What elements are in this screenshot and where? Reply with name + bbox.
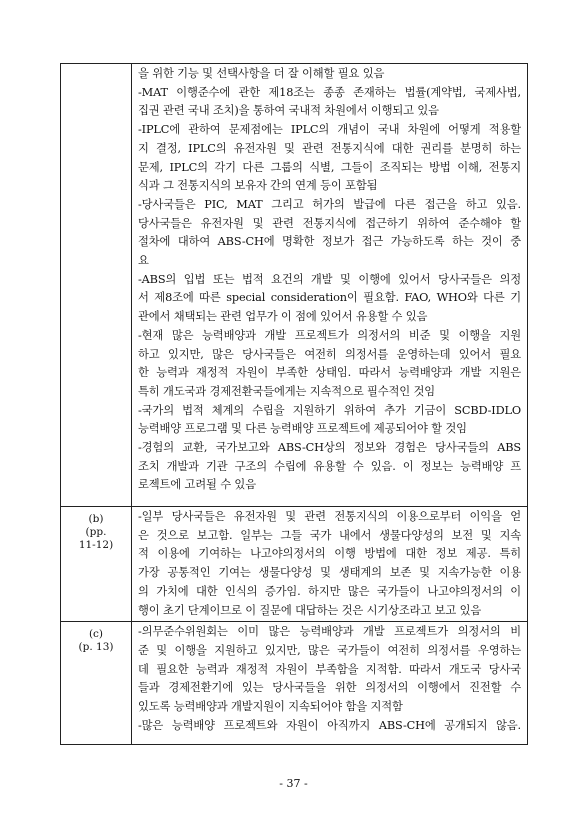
row-label-line: (pp.	[85, 526, 107, 538]
text-line: 특히 개도국과 경제전환국들에게는 지속적으로 필수적인 것임	[138, 384, 436, 398]
text-line: -많은 능력배양 프로젝트와 자원이 아직까지 ABS-CH에 공개되지 않음.	[138, 718, 521, 732]
text-line: 들과 경제전환기에 있는 당사국들을 위한 의정서의 이행에서 진전할 수	[138, 681, 521, 695]
row-content-cell	[132, 507, 528, 622]
text-line: 관에서 채택되는 관련 업무가 이 점에 있어서 유용할 수 있음	[138, 310, 428, 324]
row-label-line: (b)	[88, 513, 104, 525]
text-line: -ABS의 입법 또는 법적 요건의 개발 및 이행에 있어서 당사국들은 의정	[138, 272, 521, 286]
table-row-c	[61, 622, 528, 745]
table-row-b	[61, 507, 528, 622]
text-line: -국가의 법적 체계의 수립을 지원하기 위하여 추가 기금이 SCBD-IDLO	[138, 403, 521, 417]
row-label	[61, 622, 131, 654]
row-content-cell	[132, 622, 528, 745]
text-line: 지 결정, IPLC의 유전자원 및 관련 전통지식에 대한 권리를 분명히 하는	[138, 141, 521, 155]
text-line: 준 및 이행을 지원하고 있지만, 많은 국가들이 여전히 의정서를 우영하는	[138, 643, 521, 657]
page-number: - 37 -	[279, 777, 308, 790]
text-line: 을 위한 기능 및 선택사항을 더 잘 이해할 필요 있음	[138, 67, 385, 80]
row-label	[61, 507, 131, 552]
text-line: 행이 초기 단계이므로 이 질문에 대답하는 것은 시기상조라고 보고 있음	[138, 603, 482, 617]
text-line: -MAT 이행준수에 관한 제18조는 종종 존재하는 법률(계약법, 국제사법,	[138, 85, 521, 99]
text-line: 당사국들은 유전자원 및 관련 전통지식에 접근하기 위하여 준수해야 할	[138, 216, 521, 230]
text-line: 한 능력과 재정적 자원이 부족한 상태임. 따라서 능력배양과 개발 지원은	[138, 366, 521, 380]
text-line: 식과 그 전통지식의 보유자 간의 연계 등이 포함됨	[138, 179, 378, 193]
text-line: 조치 개발과 기관 구조의 수립에 유용할 수 있음. 이 정보는 능력배양 프	[138, 459, 521, 473]
text-line: 서 제8조에 따른 special consideration이 필요함. FAO, WHO와 다른 기	[138, 291, 521, 305]
text-line: -현재 많은 능력배양과 개발 프로젝트가 의정서의 비준 및 이행을 지원	[138, 328, 521, 342]
row-label-line: (c)	[88, 628, 104, 641]
row-label-cell	[61, 64, 132, 507]
row-label-cell	[61, 507, 132, 622]
text-line: 적 이용에 기여하는 나고야의정서의 이행 방법에 대한 정보 제공. 특히	[138, 547, 521, 561]
text-line: 절차에 대하여 ABS-CH에 명확한 정보가 접근 가능하도록 하는 것이 중	[138, 235, 521, 249]
table-row-continuation	[61, 64, 528, 507]
text-line: 능력배양 프로그램 및 다른 능력배양 프로젝트에 제공되어야 할 것임	[138, 422, 467, 436]
row-label-line: (p. 13)	[78, 641, 114, 654]
text-line: 가장 공통적인 기여는 생물다양성 및 생태계의 보존 및 지속가능한 이용	[138, 566, 521, 580]
text-line: -일부 당사국들은 유전자원 및 관련 전통지식의 이용으로부터 이익을 얻	[138, 510, 521, 523]
text-line: 로젝트에 고려될 수 있음	[138, 478, 256, 492]
text-line: 요	[138, 254, 149, 268]
row-label	[61, 64, 131, 70]
content-table	[60, 63, 528, 745]
text-line: 의 가치에 대한 인식의 증가임. 하지만 많은 국가들이 나고야의정서의 이	[138, 584, 521, 598]
text-line: 집권 관련 국내 조치)을 통하여 국내적 차원에서 이행되고 있음	[138, 104, 439, 118]
text-line: 은 것으로 보고함. 일부는 그들 국가 내에서 생물다양성의 보전 및 지속	[138, 528, 521, 542]
row-content-cell	[132, 64, 528, 507]
text-line: -IPLC에 관하여 문제점에는 IPLC의 개념이 국내 차원에 어떻게 적용할	[138, 123, 521, 137]
row-label-line: 11-12)	[78, 539, 114, 551]
text-line: -경험의 교환, 국가보고와 ABS-CH상의 정보와 경험은 당사국들의 ABS	[138, 441, 521, 455]
text-line: -의무준수위원회는 이미 많은 능력배양과 개발 프로젝트가 의정서의 비	[138, 625, 521, 639]
text-line: 데 필요한 능력과 재정적 자원이 부족함을 지적함. 따라서 개도국 당사국	[138, 662, 521, 676]
text-line: 문제, IPLC의 각기 다른 그룹의 식별, 그들이 조직되는 방법 이해, 전통지	[138, 160, 521, 174]
row-label-cell	[61, 622, 132, 745]
text-line: -당사국들은 PIC, MAT 그리고 허가의 발급에 다른 접근을 하고 있음.	[138, 197, 521, 211]
text-line: 하고 있지만, 많은 당사국들은 여전히 의정서를 운영하는데 있어서 필요	[138, 347, 521, 361]
text-line: 있도록 능력배양과 개발지원이 지속되어야 함을 지적함	[138, 700, 403, 714]
